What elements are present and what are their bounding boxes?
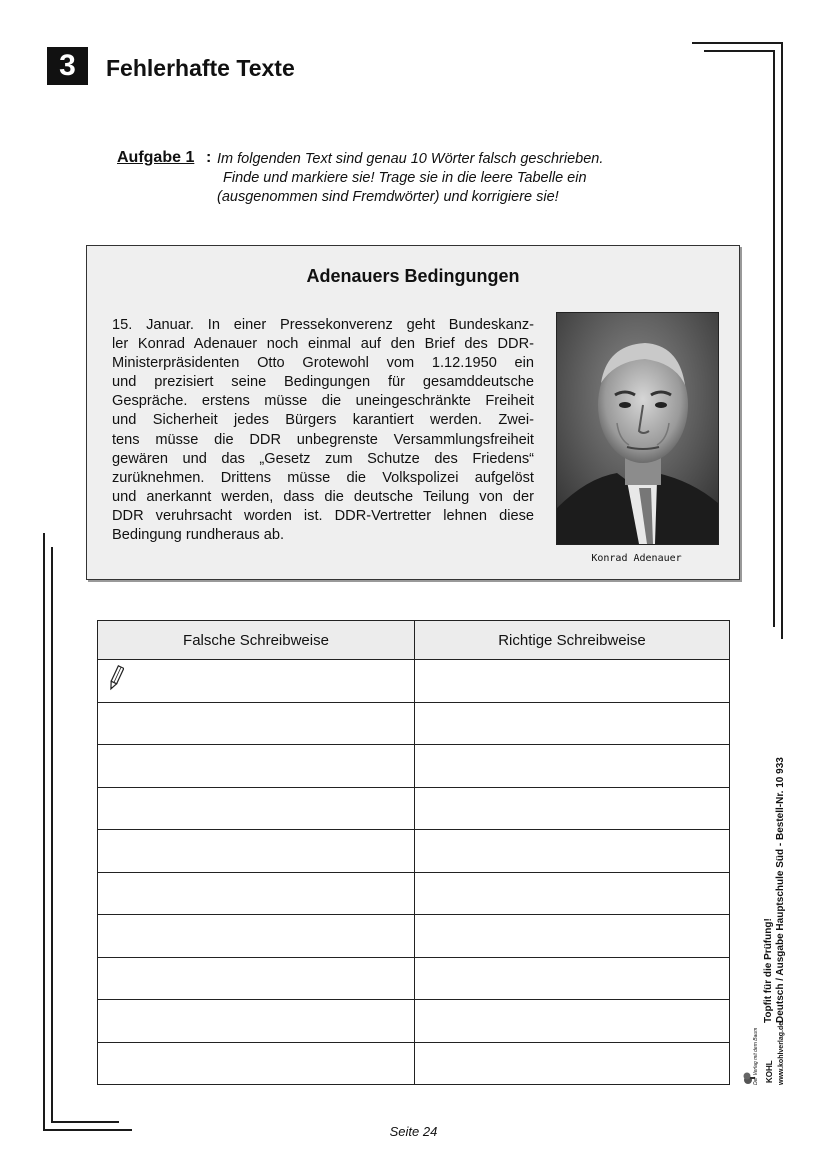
frame-line [781, 42, 783, 639]
wrong-spelling-cell[interactable] [98, 872, 415, 915]
article-line: Bedingung rundheraus ab. [112, 527, 285, 544]
correct-spelling-cell[interactable] [415, 702, 730, 745]
article-line: tens müsse die DDR unbegrenste Versammlungsfreiheit [112, 431, 534, 448]
frame-line [43, 533, 45, 1131]
table-row [98, 830, 730, 873]
article-line: ler Konrad Adenauer noch einmal auf den Brief des DDR- [112, 336, 534, 353]
article-text [112, 316, 534, 545]
portrait-photo [556, 312, 719, 545]
article-line: und anerkannt werden, dass die deutsche Teilung von der [112, 488, 534, 505]
table-row [98, 872, 730, 915]
wrong-spelling-cell[interactable] [98, 830, 415, 873]
pencil-icon [108, 665, 124, 696]
article-title: Adenauers Bedingungen [306, 266, 520, 286]
edition-info: Deutsch / Ausgabe Hauptschule Süd - Bestell-Nr. 10 933 [775, 757, 786, 1023]
column-header: Richtige Schreibweise [415, 621, 730, 660]
correct-spelling-cell[interactable] [415, 872, 730, 915]
publisher-website[interactable]: www.kohlverlag.de [778, 1021, 785, 1085]
wrong-spelling-cell[interactable] [98, 957, 415, 1000]
table-row [98, 957, 730, 1000]
correct-spelling-cell[interactable] [415, 787, 730, 830]
task-line: (ausgenommen sind Fremdwörter) und korrigiere sie! [217, 189, 559, 205]
table-row [98, 702, 730, 745]
task-instructions [217, 150, 677, 207]
task-colon: : [206, 149, 212, 166]
table-row [98, 660, 730, 703]
frame-line [51, 1121, 119, 1123]
article-line: DDR veruhrsacht worden ist. DDR-Vertretter lehnen diese [112, 507, 534, 524]
page-number: Seite 24 [389, 1124, 438, 1139]
correct-spelling-cell[interactable] [415, 915, 730, 958]
correct-spelling-cell[interactable] [415, 830, 730, 873]
article-line: und prezisiert seine Bedingungen für gesamddeutsche [112, 374, 534, 391]
frame-line [773, 50, 775, 627]
table-row [98, 1042, 730, 1085]
wrong-spelling-cell[interactable] [98, 1000, 415, 1043]
article-line: und Sicherheit jedes Bürgers karantiert werden. Zwei- [112, 412, 534, 429]
correct-spelling-cell[interactable] [415, 1042, 730, 1085]
correct-spelling-cell[interactable] [415, 1000, 730, 1043]
photo-caption: Konrad Adenauer [591, 553, 682, 564]
wrong-spelling-cell[interactable] [98, 745, 415, 788]
wrong-spelling-cell[interactable] [98, 660, 415, 703]
wrong-spelling-cell[interactable] [98, 787, 415, 830]
article-line: 15. Januar. In einer Pressekonverenz geht Bundeskanz- [112, 317, 534, 333]
wrong-spelling-cell[interactable] [98, 702, 415, 745]
section-number: 3 [47, 47, 88, 85]
answer-table [97, 620, 730, 1085]
table-header-row [98, 621, 730, 660]
correct-spelling-cell[interactable] [415, 745, 730, 788]
article-line: zurüknehmen. Drittens müsse die Volkspolizei aufgelöst [112, 469, 534, 486]
article-line: Ministerpräsidenten Otto Grotewohl vom 1.12.1950 ein [112, 355, 534, 372]
task-label: Aufgabe 1 [117, 149, 195, 166]
publisher-name: KOHL [765, 1060, 774, 1083]
wrong-spelling-cell[interactable] [98, 1042, 415, 1085]
page-title: Fehlerhafte Texte [106, 55, 295, 81]
table-row [98, 915, 730, 958]
table-row [98, 745, 730, 788]
correct-spelling-cell[interactable] [415, 660, 730, 703]
task-line: Finde und markiere sie! Trage sie in die leere Tabelle ein [223, 170, 587, 186]
article-line: gewären und das „Gesetz zum Schutze des Friedens“ [112, 450, 534, 467]
frame-line [692, 42, 783, 44]
frame-line [51, 547, 53, 1123]
task-line: Im folgenden Text sind genau 10 Wörter falsch geschrieben. [217, 151, 604, 167]
correct-spelling-cell[interactable] [415, 957, 730, 1000]
publisher-slogan: Der Verlag mit dem Baum [753, 1027, 759, 1085]
frame-line [704, 50, 775, 52]
table-row [98, 787, 730, 830]
wrong-spelling-cell[interactable] [98, 915, 415, 958]
series-title: Topfit für die Prüfung! [763, 918, 774, 1023]
column-header: Falsche Schreibweise [98, 621, 415, 660]
article-box [86, 245, 740, 580]
table-row [98, 1000, 730, 1043]
article-line: Gespräche. erstens müsse die uneingeschränkte Freiheit [112, 393, 534, 410]
